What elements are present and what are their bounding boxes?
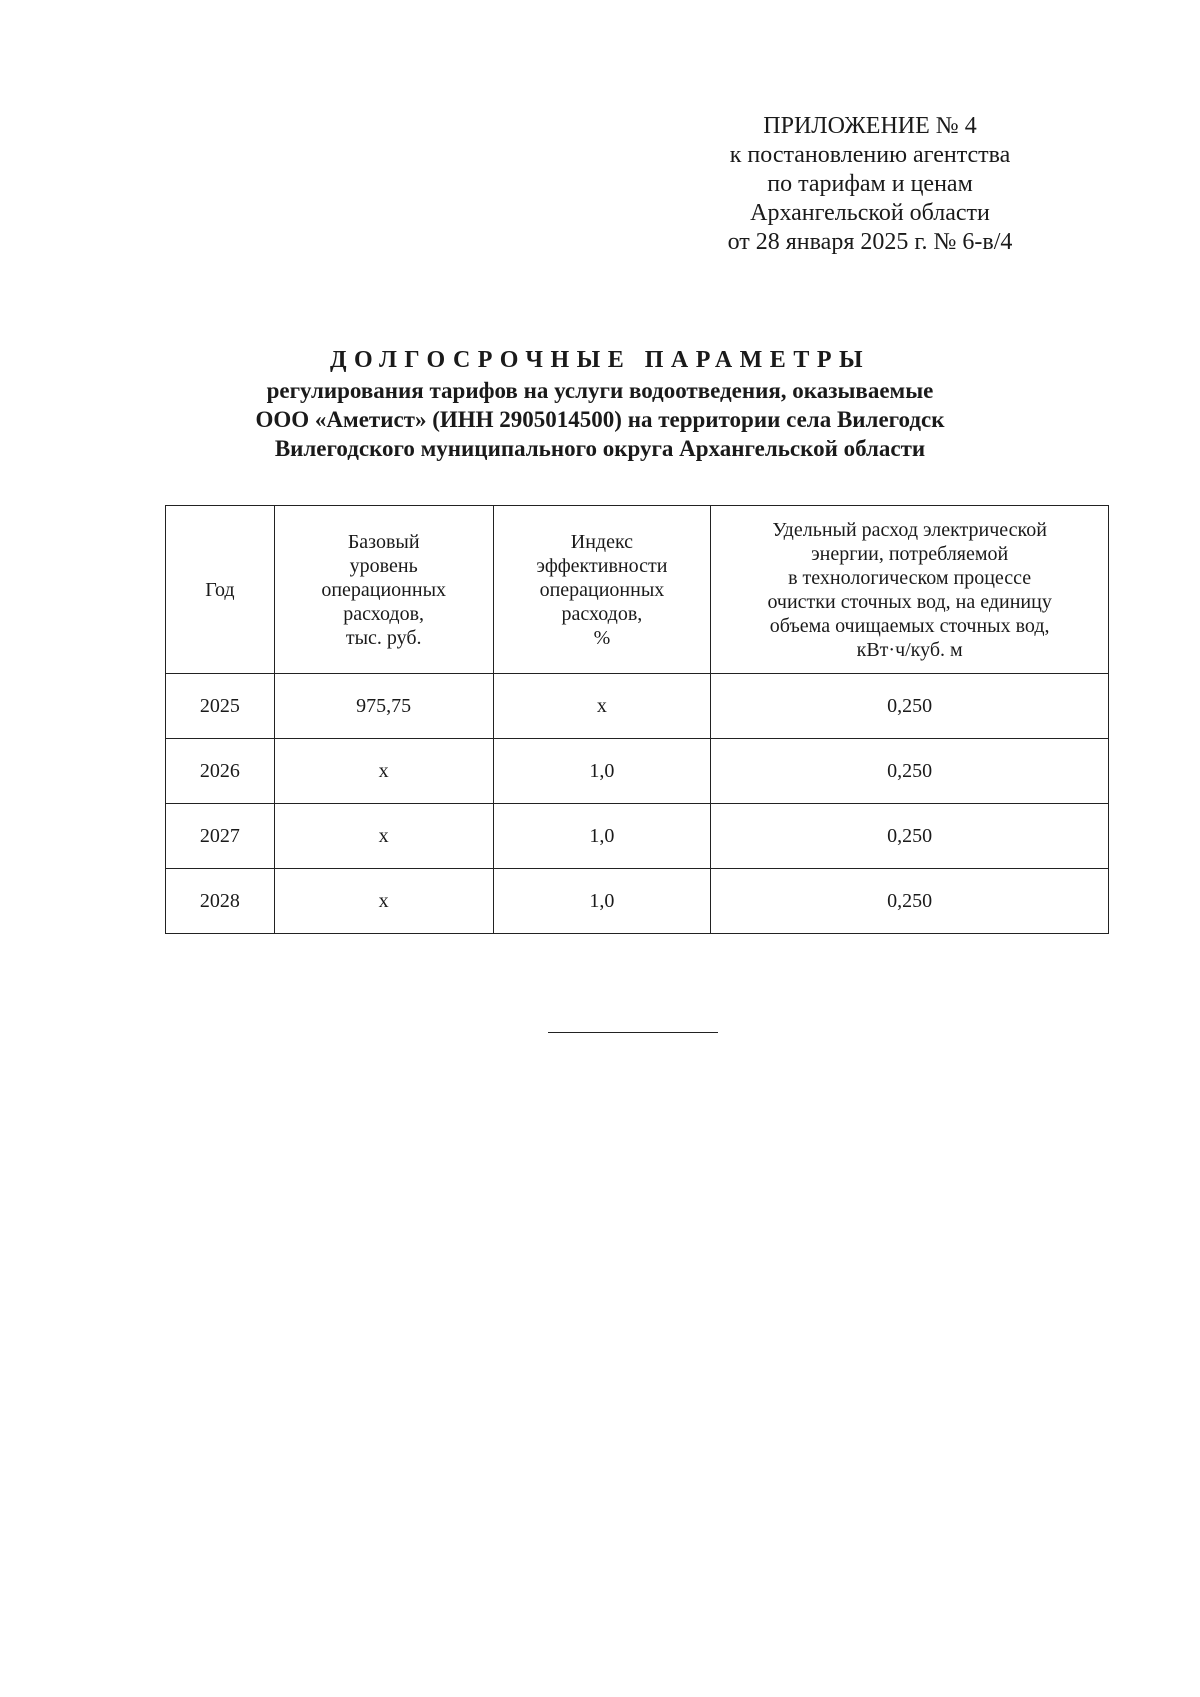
header-energy-consumption: Удельный расход электрической энергии, потребляемой в технологическом процессе очистки сточных вод, на единицу объема очищаемых сточных вод, кВт·ч/куб. м bbox=[711, 506, 1109, 674]
appendix-line: по тарифам и ценам bbox=[767, 171, 973, 197]
cell-energy-consumption: 0,250 bbox=[711, 869, 1109, 934]
table-header bbox=[166, 506, 1109, 674]
appendix-line: Архангельской области bbox=[750, 200, 990, 226]
cell-base-opex: х bbox=[274, 869, 493, 934]
document-subtitle-line: Вилегодского муниципального округа Архангельской области bbox=[274, 436, 926, 461]
cell-year: 2027 bbox=[166, 804, 275, 869]
document-title: ДОЛГОСРОЧНЫЕ ПАРАМЕТРЫ bbox=[329, 347, 871, 373]
cell-energy-consumption: 0,250 bbox=[711, 804, 1109, 869]
table-row bbox=[166, 804, 1109, 869]
appendix-line: к постановлению агентства bbox=[729, 142, 1011, 168]
table-header-row bbox=[166, 506, 1109, 674]
header-efficiency-index: Индекс эффективности операционных расходов, % bbox=[493, 506, 711, 674]
cell-efficiency-index: 1,0 bbox=[493, 739, 711, 804]
cell-year: 2025 bbox=[166, 674, 275, 739]
end-divider bbox=[548, 1032, 718, 1033]
table-row bbox=[166, 674, 1109, 739]
document-subtitle-line: регулирования тарифов на услуги водоотведения, оказываемые bbox=[266, 378, 934, 403]
header-year: Год bbox=[166, 506, 275, 674]
document-subtitle-line: ООО «Аметист» (ИНН 2905014500) на территории села Вилегодск bbox=[255, 407, 945, 432]
appendix-date: от 28 января 2025 г. № 6-в/4 bbox=[727, 229, 1013, 255]
table-row bbox=[166, 869, 1109, 934]
cell-efficiency-index: 1,0 bbox=[493, 804, 711, 869]
cell-base-opex: х bbox=[274, 739, 493, 804]
cell-base-opex: 975,75 bbox=[274, 674, 493, 739]
cell-year: 2026 bbox=[166, 739, 275, 804]
cell-efficiency-index: 1,0 bbox=[493, 869, 711, 934]
cell-year: 2028 bbox=[166, 869, 275, 934]
cell-energy-consumption: 0,250 bbox=[711, 739, 1109, 804]
cell-efficiency-index: х bbox=[493, 674, 711, 739]
appendix-block bbox=[690, 112, 1050, 257]
cell-base-opex: х bbox=[274, 804, 493, 869]
header-base-opex: Базовый уровень операционных расходов, тыс. руб. bbox=[274, 506, 493, 674]
table-row bbox=[166, 739, 1109, 804]
cell-energy-consumption: 0,250 bbox=[711, 674, 1109, 739]
document-heading bbox=[150, 344, 1050, 463]
table-body bbox=[166, 674, 1109, 934]
parameters-table bbox=[165, 505, 1109, 934]
appendix-number: ПРИЛОЖЕНИЕ № 4 bbox=[763, 113, 977, 139]
